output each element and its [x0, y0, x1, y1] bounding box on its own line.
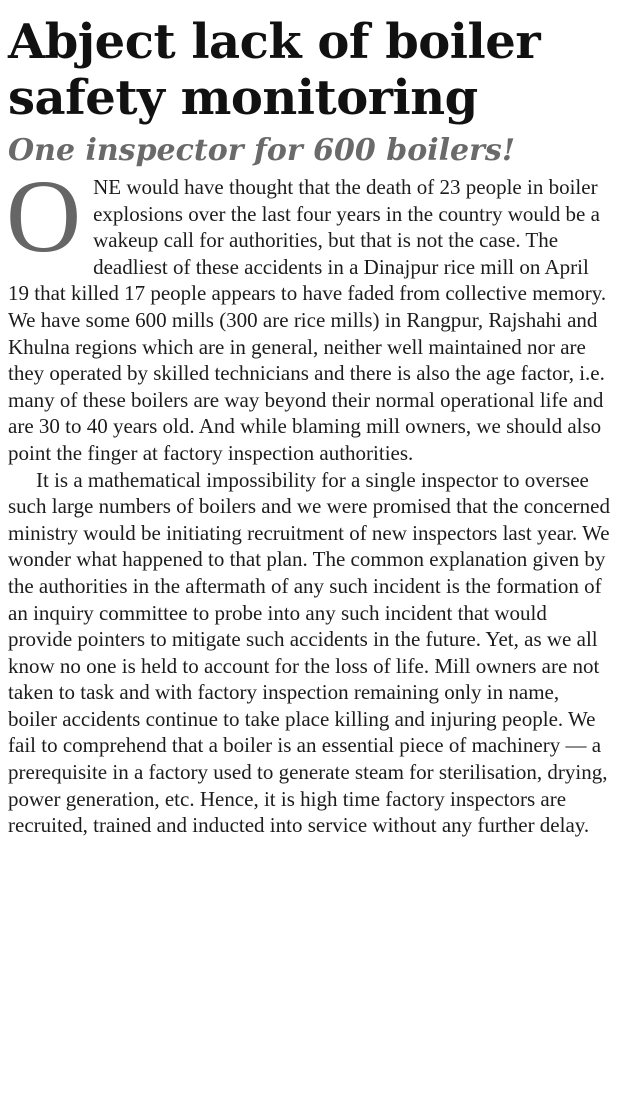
subheadline: One inspector for 600 boilers! — [8, 133, 515, 168]
dropcap-letter: O — [6, 159, 82, 274]
paragraph-1-text: NE would have thought that the death of 23 people in boiler explosions over the last four years in the country would be a wakeup call for authorities, but that is not the case. The deadliest of these accidents in a Dinajpur rice mill on April 19 that killed 17 people appears to have faded from collective memory. We have some 600 mills (300 are rice mills) in Rangpur, Rajshahi and Khulna regions which are in general, neither well maintained nor are they operated by skilled technicians and there is also the age factor, i.e. many of these boilers are way beyond their normal operational life and are 30 to 40 years old. And while blaming mill owners, we should also point the finger at factory inspection authorities. — [8, 175, 607, 465]
paragraph-2: It is a mathematical impossibility for a single inspector to oversee such large numbers of boilers and we were promised that the concerned ministry would be initiating recruitment of new inspectors last year. We wonder what happened to that plan. The common explanation given by the authorities in the aftermath of any such incident is the formation of an inquiry committee to probe into any such incident that would provide pointers to mitigate such accidents in the future. Yet, as we all know no one is held to account for the loss of life. Mill owners are not taken to task and with factory inspection remaining only in name, boiler accidents continue to take place killing and injuring people. We fail to comprehend that a boiler is an essential piece of machinery — a prerequisite in a factory used to generate steam for sterilisation, drying, power generation, etc. Hence, it is high time factory inspectors are recruited, trained and inducted into service without any further delay. — [8, 467, 610, 838]
article-body — [6, 159, 610, 839]
editorial-article — [8, 14, 610, 839]
headline: Abject lack of boiler safety monitoring — [8, 14, 541, 126]
paragraph-1 — [6, 159, 610, 467]
